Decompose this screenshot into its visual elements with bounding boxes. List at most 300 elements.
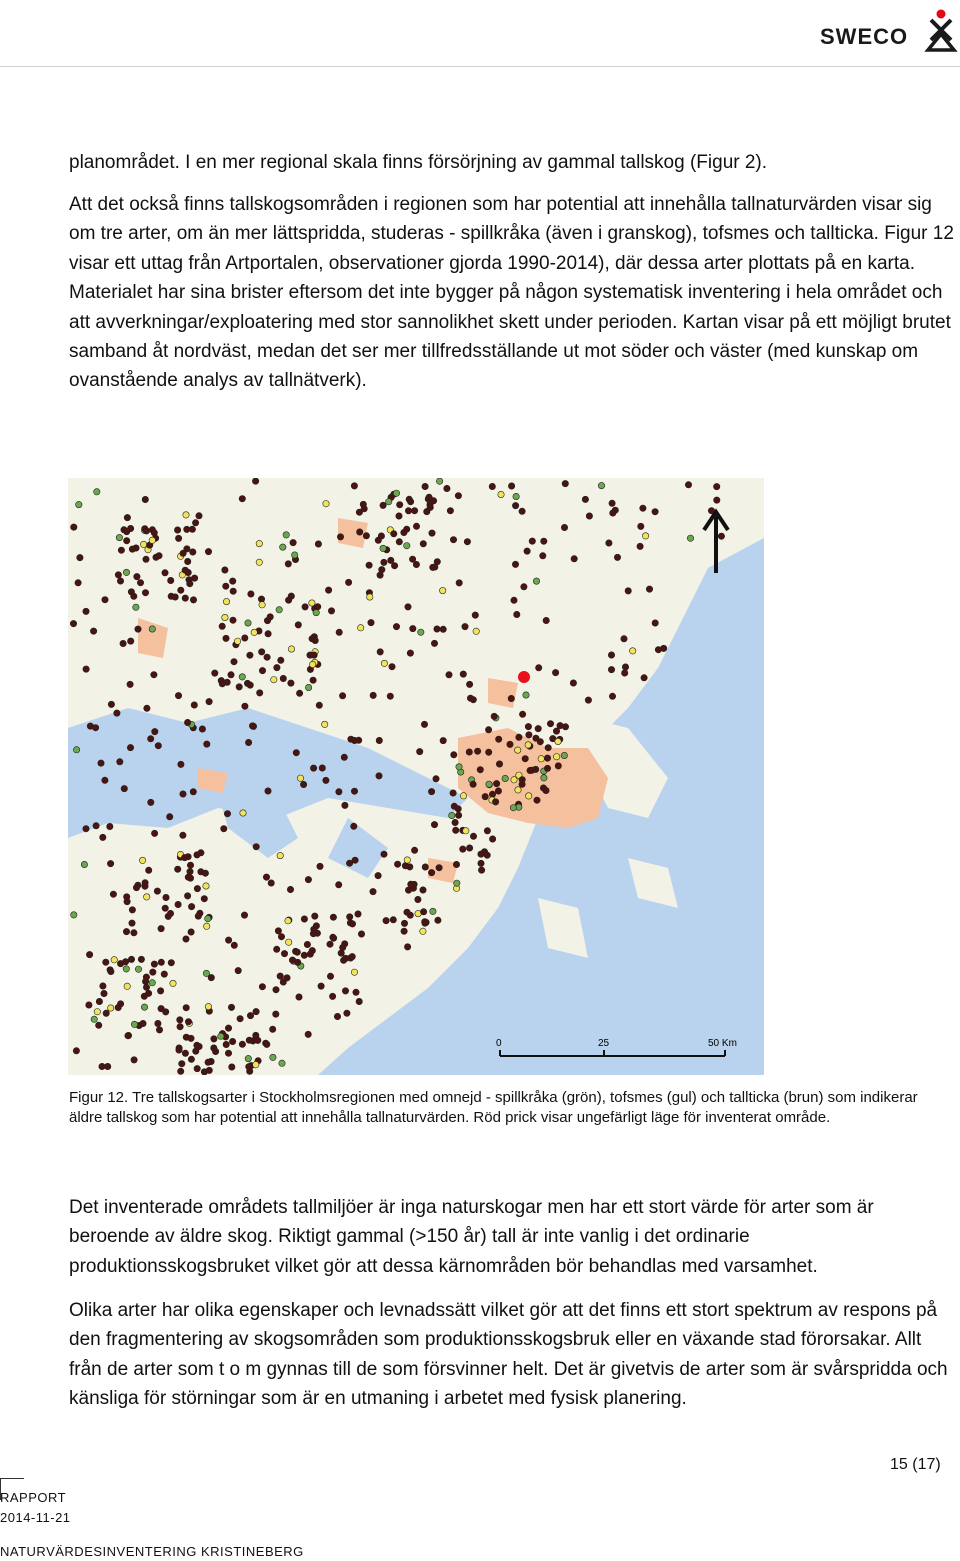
observation-dot [470,781,476,787]
observation-dot [477,767,483,773]
observation-dot [205,1003,211,1009]
observation-dot [149,537,155,543]
observation-dot [184,893,190,899]
observation-dot [225,1050,231,1056]
observation-dot [274,946,280,952]
observation-dot [224,811,230,817]
observation-dot [175,901,181,907]
observation-dot [444,485,450,491]
observation-dot [103,1010,109,1016]
observation-dot [486,749,492,755]
observation-dot [652,620,658,626]
observation-dot [190,597,196,603]
observation-dot [323,501,329,507]
observation-dot [118,547,124,553]
observation-dot [144,705,150,711]
observation-dot [340,957,346,963]
observation-dot [168,960,174,966]
observation-dot [301,952,307,958]
observation-dot [309,947,315,953]
observation-dot [183,936,189,942]
observation-dot [281,950,287,956]
observation-dot [278,657,284,663]
observation-dot [625,588,631,594]
observation-dot [387,693,393,699]
observation-dot [117,960,123,966]
observation-dot [188,1056,194,1062]
observation-dot [133,604,139,610]
observation-dot [115,572,121,578]
observation-dot [90,628,96,634]
observation-dot [187,868,193,874]
observation-dot [377,572,383,578]
observation-dot [525,723,531,729]
observation-dot [608,666,614,672]
observation-dot [116,534,122,540]
observation-dot [123,928,129,934]
observation-dot [285,561,291,567]
observation-dot [478,851,484,857]
observation-dot [96,1022,102,1028]
observation-dot [225,1025,231,1031]
sweco-logo [820,8,960,54]
observation-dot [245,739,251,745]
observation-dot [430,908,436,914]
observation-dot [329,993,335,999]
observation-dot [81,861,87,867]
observation-dot [534,797,540,803]
observation-dot [191,702,197,708]
observation-dot [347,914,353,920]
observation-dot [148,736,154,742]
observation-dot [466,845,472,851]
observation-dot [189,526,195,532]
observation-dot [124,894,130,900]
observation-dot [351,969,357,975]
observation-dot [413,523,419,529]
observation-dot [330,914,336,920]
observation-dot [543,617,549,623]
observation-dot [279,1060,285,1066]
observation-dot [178,1068,184,1074]
observation-dot [231,659,237,665]
observation-dot [125,1032,131,1038]
observation-dot [376,773,382,779]
observation-dot [175,535,181,541]
observation-dot [529,538,535,544]
observation-dot [239,496,245,502]
observation-dot [533,578,539,584]
observation-dot [622,670,628,676]
observation-dot [228,1004,234,1010]
observation-dot [182,595,188,601]
observation-dot [383,917,389,923]
observation-dot [295,622,301,628]
observation-dot [204,923,210,929]
observation-dot [172,594,178,600]
observation-dot [543,787,549,793]
observation-dot [330,934,336,940]
observation-dot [640,505,646,511]
observation-dot [108,968,114,974]
observation-dot [420,928,426,934]
observation-dot [198,850,204,856]
scale-bar [496,1038,737,1056]
observation-dot [256,540,262,546]
observation-dot [168,577,174,583]
observation-dot [131,1021,137,1027]
observation-dot [511,597,517,603]
observation-dot [108,701,114,707]
observation-dot [652,509,658,515]
observation-dot [472,612,478,618]
observation-dot [177,1017,183,1023]
paragraph-3: Det inventerade områdets tallmiljöer är inga naturskogar men har ett stort värde för arter som är beroende av äldre skog. Riktigt gammal (>150 år) tall är inte vanlig i det ordinarie produktionsskogsbruket vilket gör att dessa kärnområden bör behandlas med varsamhet. [69,1197,874,1277]
observation-dot [391,531,397,537]
observation-dot [447,508,453,514]
observation-dot [614,554,620,560]
observation-dot [376,737,382,743]
observation-dot [355,911,361,917]
observation-dot [436,478,442,484]
observation-dot [133,884,139,890]
observation-dot [328,608,334,614]
observation-dot [211,1036,217,1042]
observation-dot [356,509,362,515]
observation-dot [413,561,419,567]
observation-dot [401,928,407,934]
observation-dot [319,765,325,771]
observation-dot [76,501,82,507]
observation-dot [100,983,106,989]
observation-dot [157,988,163,994]
observation-dot [561,752,567,758]
observation-dot [120,640,126,646]
observation-dot [621,636,627,642]
observation-dot [646,586,652,592]
observation-dot [223,635,229,641]
observation-dot [349,921,355,927]
observation-dot [431,821,437,827]
observation-dot [301,916,307,922]
observation-dot [337,534,343,540]
observation-dot [143,556,149,562]
observation-dot [312,913,318,919]
observation-dot [277,852,283,858]
observation-dot [344,1010,350,1016]
observation-dot [246,1037,252,1043]
observation-dot [519,777,525,783]
observation-dot [685,482,691,488]
observation-dot [393,623,399,629]
observation-dot [170,980,176,986]
observation-dot [609,500,615,506]
observation-dot [460,846,466,852]
observation-dot [305,876,311,882]
observation-dot [606,540,612,546]
observation-dot [91,1016,97,1022]
observation-dot [242,703,248,709]
observation-dot [83,666,89,672]
observation-dot [240,810,246,816]
observation-dot [253,844,259,850]
observation-dot [512,502,518,508]
observation-dot [507,741,513,747]
observation-dot [514,611,520,617]
observation-dot [351,788,357,794]
observation-dot [655,647,661,653]
observation-dot [129,907,135,913]
observation-dot [108,1005,114,1011]
observation-dot [367,594,373,600]
observation-dot [100,834,106,840]
inventerat-omrade-dot [518,671,530,683]
observation-dot [77,554,83,560]
observation-dot [386,499,392,505]
observation-dot [144,894,150,900]
observation-dot [496,736,502,742]
observation-dot [208,974,214,980]
observation-dot [150,969,156,975]
observation-dot [305,1031,311,1037]
observation-dot [535,725,541,731]
observation-dot [258,596,264,602]
observation-dot [143,984,149,990]
observation-dot [138,956,144,962]
observation-dot [192,520,198,526]
observation-dot [176,1047,182,1053]
observation-dot [526,793,532,799]
observation-dot [179,1061,185,1067]
observation-dot [342,988,348,994]
observation-dot [381,851,387,857]
observation-dot [204,741,210,747]
observation-dot [180,832,186,838]
observation-dot [241,912,247,918]
observation-dot [521,584,527,590]
observation-dot [401,920,407,926]
observation-dot [293,750,299,756]
observation-dot [185,558,191,564]
observation-dot [525,742,531,748]
footer-date: 2014-11-21 [0,1510,71,1525]
observation-dot [638,523,644,529]
observation-dot [484,828,490,834]
observation-dot [83,826,89,832]
observation-dot [203,883,209,889]
observation-dot [111,957,117,963]
observation-dot [484,852,490,858]
observation-dot [230,588,236,594]
observation-dot [163,894,169,900]
observation-dot [93,823,99,829]
observation-dot [225,937,231,943]
observation-dot [456,764,462,770]
observation-dot [309,661,315,667]
observation-dot [190,549,196,555]
observation-dot [523,692,529,698]
observation-dot [124,983,130,989]
observation-dot [285,597,291,603]
observation-dot [485,727,491,733]
observation-dot [493,780,499,786]
observation-dot [420,909,426,915]
observation-dot [128,956,134,962]
observation-dot [323,777,329,783]
observation-dot [455,812,461,818]
observation-dot [327,973,333,979]
observation-dot [411,847,417,853]
observation-dot [134,573,140,579]
observation-dot [310,677,316,683]
observation-dot [642,533,648,539]
observation-dot [436,865,442,871]
observation-dot [182,567,188,573]
observation-dot [470,833,476,839]
observation-dot [187,875,193,881]
observation-dot [110,891,116,897]
observation-dot [142,496,148,502]
observation-dot [222,567,228,573]
paragraph-1: planområdet. I en mer regional skala finns försörjning av gammal tallskog (Figur 2). [69,152,768,173]
observation-dot [259,649,265,655]
observation-dot [223,583,229,589]
observation-dot [555,763,561,769]
observation-dot [341,754,347,760]
observation-dot [123,966,129,972]
observation-dot [495,788,501,794]
observation-dot [264,654,270,660]
observation-dot [143,974,149,980]
observation-dot [541,538,547,544]
observation-dot [561,524,567,530]
observation-dot [284,975,290,981]
observation-dot [249,723,255,729]
observation-dot [407,650,413,656]
observation-dot [519,508,525,514]
observation-dot [450,537,456,543]
observation-dot [245,1055,251,1061]
observation-dot [641,675,647,681]
observation-dot [396,513,402,519]
observation-dot [440,626,446,632]
observation-dot [562,480,568,486]
map-canvas [68,478,764,1075]
observation-dot [167,910,173,916]
observation-dot [544,765,550,771]
observation-dot [297,775,303,781]
observation-dot [161,971,167,977]
observation-dot [491,713,497,719]
observation-dot [455,493,461,499]
observation-dot [404,909,410,915]
footer-title: NATURVÄRDESINVENTERING KRISTINEBERG [0,1544,304,1559]
observation-dot [313,609,319,615]
observation-dot [86,1002,92,1008]
observation-dot [123,569,129,575]
observation-dot [124,514,130,520]
observation-dot [276,607,282,613]
observation-dot [278,934,284,940]
observation-dot [430,498,436,504]
observation-dot [336,882,342,888]
observation-dot [342,802,348,808]
observation-dot [420,887,426,893]
observation-dot [129,546,135,552]
observation-dot [129,920,135,926]
paragraph-2: Att det också finns tallskogsområden i regionen som har potential att innehålla tallnaturvärden visar sig om tre arter, om än mer lättspridda, studeras - spillkråka (även i granskog), tofsmes och tallticka. Figur 12 visar ett uttag från Artportalen, observationer gjorda 1990-2014), där dessa arter plottats på en karta. Materialet har sina brister eftersom det inte bygger på någon systematisk inventering i hela området och att avverkningar/exploatering med stor sannolikhet skett under perioden. Kartan visar på ett möjligt brutet samband åt nordväst, medan det ser mer tillfredsställande ut mot söder och väster (med kunskap om ovanstående analys av tallnätverk). [69,194,954,392]
observation-dot [570,680,576,686]
observation-dot [410,625,416,631]
observation-dot [182,1050,188,1056]
observation-dot [586,513,592,519]
observation-dot [175,692,181,698]
observation-dot [212,1048,218,1054]
footer-divider [0,1478,24,1479]
observation-dot [554,754,560,760]
observation-dot [205,548,211,554]
observation-dot [188,1035,194,1041]
observation-dot [263,874,269,880]
observation-dot [415,896,421,902]
observation-dot [235,967,241,973]
observation-dot [429,530,435,536]
observation-dot [70,620,76,626]
observation-dot [402,863,408,869]
observation-dot [131,930,137,936]
observation-dot [127,744,133,750]
observation-dot [140,541,146,547]
observation-dot [460,671,466,677]
scale-label-25: 25 [598,1038,610,1049]
observation-dot [510,805,516,811]
observation-dot [219,623,225,629]
observation-dot [553,728,559,734]
observation-dot [270,1054,276,1060]
observation-dot [242,635,248,641]
observation-dot [259,667,265,673]
observation-dot [473,628,479,634]
observation-dot [256,559,262,565]
observation-dot [73,1048,79,1054]
observation-dot [422,919,428,925]
observation-dot [105,1063,111,1069]
observation-dot [464,539,470,545]
observation-dot [524,548,530,554]
observation-dot [155,743,161,749]
observation-dot [466,681,472,687]
observation-dot [280,675,286,681]
observation-dot [139,857,145,863]
observation-dot [103,959,109,965]
observation-dot [305,684,311,690]
observation-dot [453,861,459,867]
observation-dot [358,625,364,631]
observation-dot [201,896,207,902]
observation-dot [318,983,324,989]
observation-dot [149,980,155,986]
observation-dot [277,973,283,979]
observation-dot [381,660,387,666]
page-number: 15 (17) [890,1456,941,1473]
observation-dot [432,564,438,570]
observation-dot [143,528,149,534]
observation-dot [513,493,519,499]
observation-dot [498,491,504,497]
observation-dot [304,941,310,947]
observation-dot [230,578,236,584]
observation-dot [467,695,473,701]
